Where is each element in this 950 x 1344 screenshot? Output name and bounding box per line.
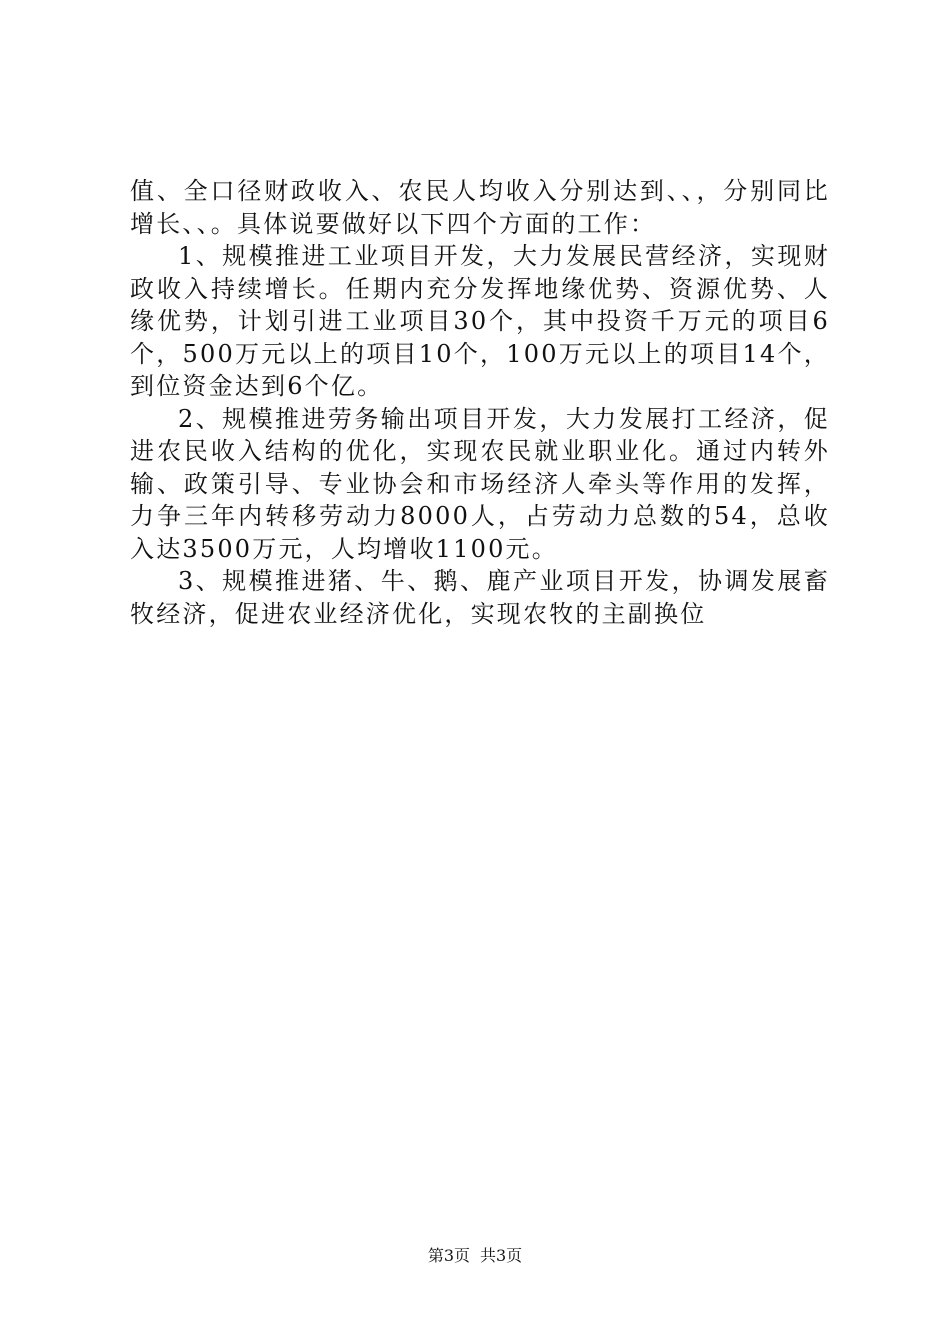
document-body — [130, 175, 830, 630]
page-number-total: 共3页 — [480, 1246, 523, 1265]
paragraph-item-1: 1、规模推进工业项目开发，大力发展民营经济，实现财政收入持续增长。任期内充分发挥地缘优势、资源优势、人缘优势，计划引进工业项目30个，其中投资千万元的项目6个，500万元以上的项目10个，100万元以上的项目14个，到位资金达到6个亿。 — [130, 242, 830, 400]
page-footer — [0, 1243, 950, 1266]
paragraph-intro: 值、全口径财政收入、农民人均收入分别达到、、，分别同比增长、、。具体说要做好以下四个方面的工作： — [130, 177, 830, 238]
page-number-current: 第3页 — [427, 1246, 470, 1265]
paragraph-item-3: 3、规模推进猪、牛、鹅、鹿产业项目开发，协调发展畜牧经济，促进农业经济优化，实现农牧的主副换位 — [130, 567, 830, 628]
paragraph-item-2: 2、规模推进劳务输出项目开发，大力发展打工经济，促进农民收入结构的优化，实现农民就业职业化。通过内转外输、政策引导、专业协会和市场经济人牵头等作用的发挥，力争三年内转移劳动力8000人，占劳动力总数的54，总收入达3500万元，人均增收1100元。 — [130, 404, 830, 563]
